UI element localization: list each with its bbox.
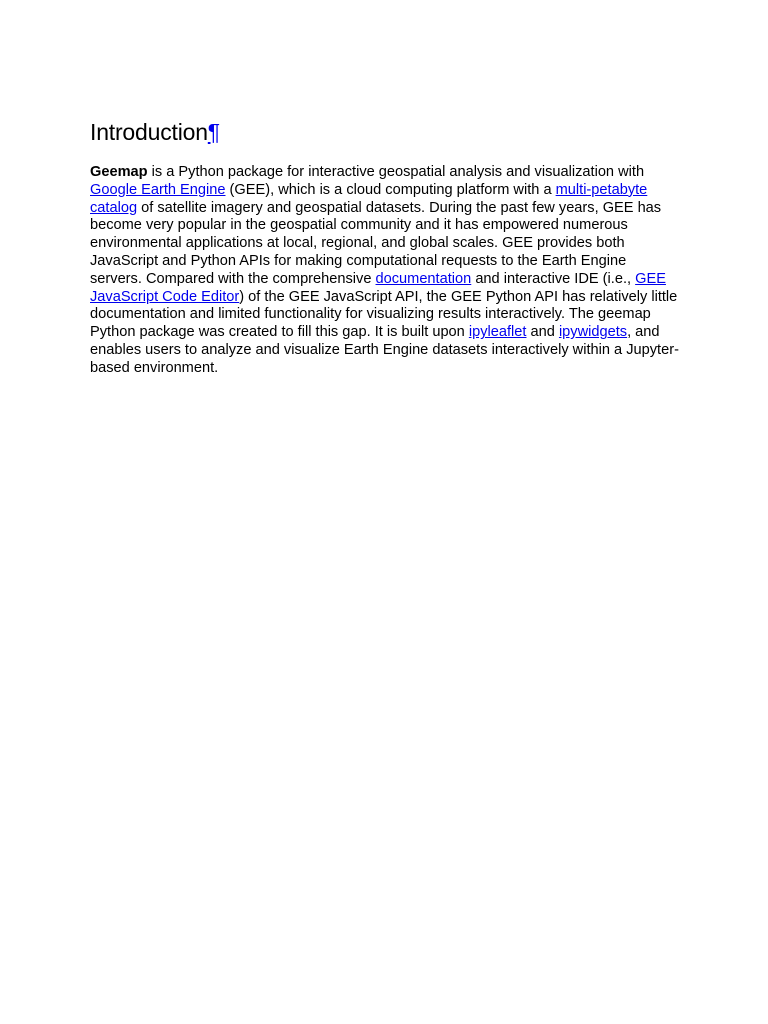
link-google-earth-engine[interactable]: Google Earth Engine [90, 181, 226, 198]
link-ipywidgets[interactable]: ipywidgets [558, 324, 628, 341]
text-segment: is a Python package for interactive geospatial analysis and visualization with [147, 164, 645, 180]
text-segment: and [526, 324, 559, 341]
link-multi-petabyte-catalog[interactable]: multi-petabyte catalog [90, 181, 648, 216]
heading-text: Introduction [90, 119, 208, 145]
link-ipyleaflet[interactable]: ipyleaflet [468, 324, 527, 341]
text-segment: (GEE), which is a cloud computing platform with a [225, 181, 556, 198]
section-heading [90, 112, 682, 152]
text-segment: , and enables users to analyze and visualize Earth Engine datasets interactively within a Jupyter-based environment. [90, 324, 679, 376]
text-segment: of satellite imagery and geospatial datasets. During the past few years, GEE has become very popular in the geospatial community and it has empowered numerous environmental applications at local, regional, and global scales. GEE provides both JavaScript and Python APIs for making computational requests to the Earth Engine servers. Compared with the comprehensive [90, 199, 662, 287]
link-gee-code-editor[interactable]: GEE JavaScript Code Editor [90, 270, 666, 305]
document-page [90, 112, 682, 378]
heading-anchor-link[interactable]: ¶ [207, 119, 220, 145]
intro-paragraph [90, 164, 682, 378]
link-documentation[interactable]: documentation [375, 270, 472, 287]
package-name: Geemap [90, 164, 148, 180]
text-segment: and interactive IDE (i.e., [471, 270, 636, 287]
text-segment: ) of the GEE JavaScript API, the GEE Python API has relatively little documentation and limited functionality for visualizing results interactively. The geemap Python package was created to fill this gap. It is built upon [90, 288, 678, 341]
